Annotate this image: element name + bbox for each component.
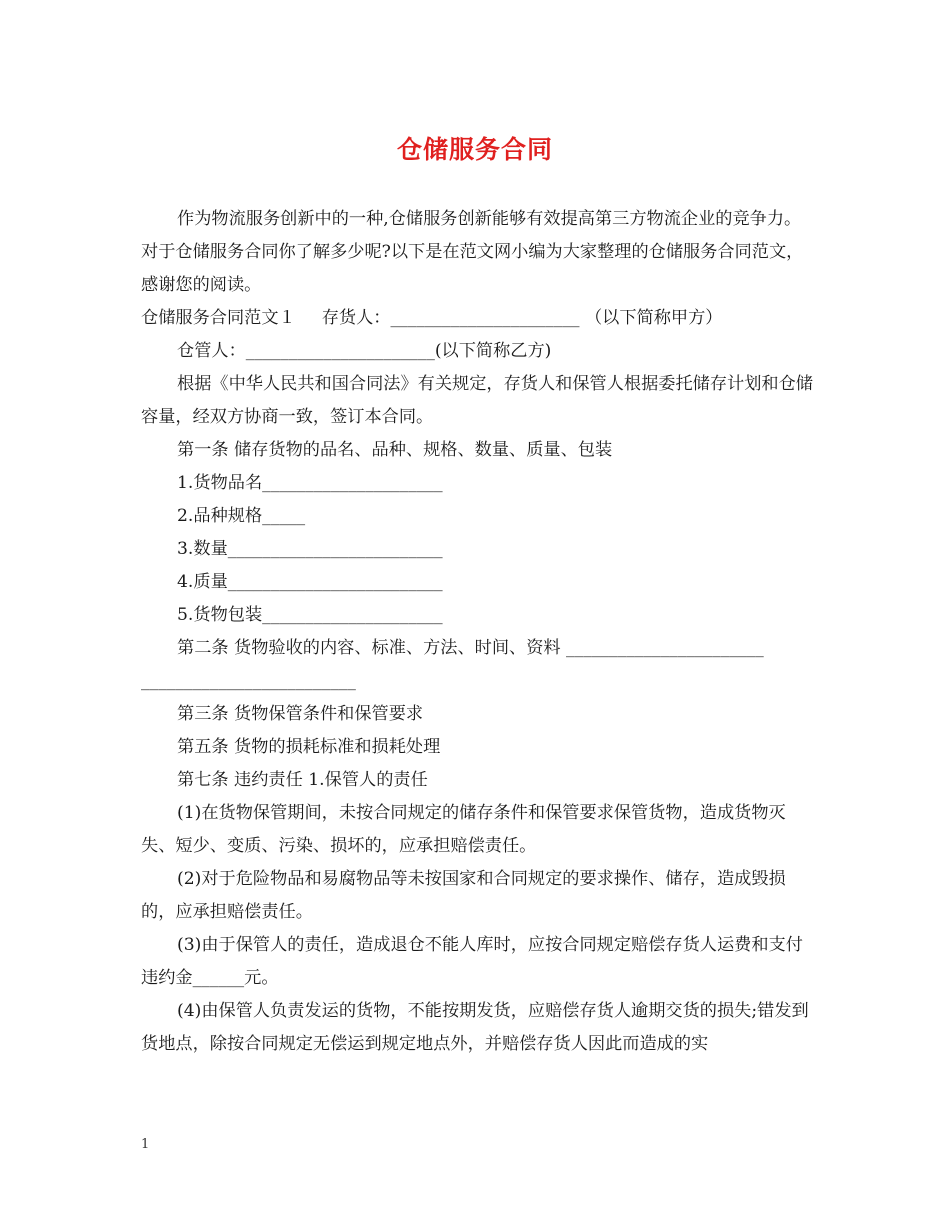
item-packaging: 5.货物包装_____________________: [177, 605, 443, 625]
page-number: 1: [141, 1137, 150, 1152]
intro-paragraph: 作为物流服务创新中的一种,仓储服务创新能够有效提高第三方物流企业的竞争力。对于仓储服务合同你了解多少呢?以下是在范文网小编为大家整理的仓储服务合同范文，感谢您的阅读。: [141, 209, 804, 295]
clause-3: (3)由于保管人的责任，造成退仓不能人库时，应按合同规定赔偿存货人运费和支付违约金______元。: [141, 935, 803, 988]
article-2-blank: _________________________: [141, 671, 356, 691]
document-title: 仓储服务合同: [396, 135, 553, 164]
article-5-heading: 第五条 货物的损耗标准和损耗处理: [177, 737, 441, 757]
keeper-field: 仓管人：______________________(以下简称乙方): [177, 341, 552, 361]
article-3-heading: 第三条 货物保管条件和保管要求: [177, 704, 424, 724]
article-2-heading: 第二条 货物验收的内容、标准、方法、时间、资料 _______________________: [177, 638, 764, 658]
article-1-heading: 第一条 储存货物的品名、品种、规格、数量、质量、包装: [177, 440, 613, 460]
clause-4: (4)由保管人负责发运的货物，不能按期发货，应赔偿存货人逾期交货的损失;错发到货地点，除按合同规定无偿运到规定地点外，并赔偿存货人因此而造成的实: [141, 1001, 809, 1054]
article-7-heading: 第七条 违约责任 1.保管人的责任: [177, 770, 428, 790]
clause-1: (1)在货物保管期间，未按合同规定的储存条件和保管要求保管货物，造成货物灭失、短少、变质、污染、损坏的，应承担赔偿责任。: [141, 803, 786, 856]
item-quantity: 3.数量_________________________: [177, 539, 443, 559]
clause-2: (2)对于危险物品和易腐物品等未按国家和合同规定的要求操作、储存，造成毁损的，应承担赔偿责任。: [141, 869, 786, 922]
parties-line: [141, 302, 813, 335]
depositor-field: 存货人：______________________ （以下简称甲方）: [321, 308, 723, 328]
basis-paragraph: 根据《中华人民共和国合同法》有关规定，存货人和保管人根据委托储存计划和仓储容量，经双方协商一致，签订本合同。: [141, 374, 813, 427]
item-quality: 4.质量_________________________: [177, 572, 443, 592]
document-body: [141, 203, 813, 1061]
item-goods-name: 1.货物品名_____________________: [177, 473, 443, 493]
item-variety-spec: 2.品种规格_____: [177, 506, 306, 526]
sample-label: 仓储服务合同范文１: [141, 308, 296, 328]
